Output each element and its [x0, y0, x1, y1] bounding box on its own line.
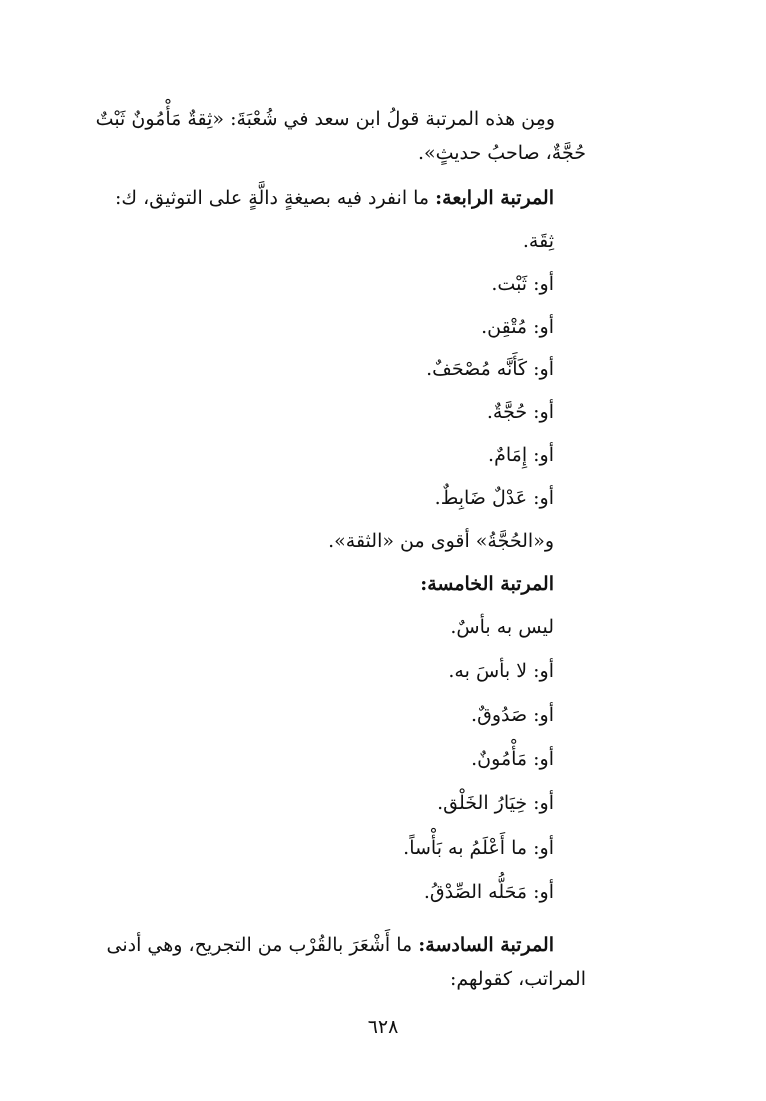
term-la-bas-bihi: أو: لا بأسَ به.: [448, 660, 554, 682]
rank-five-heading: [420, 569, 554, 599]
rank-heading-label: المرتبة السادسة:: [418, 934, 554, 956]
rank-heading-text: ما انفرد فيه بصيغةٍ دالَّةٍ على التوثيق، ك:: [115, 187, 436, 209]
rank-six-continuation: المراتب، كقولهم:: [450, 968, 586, 990]
hujja-comparison-note: و«الحُجَّةُ» أقوى من «الثقة».: [328, 530, 554, 552]
term-khiyar-al-khalq: أو: خِيَارُ الخَلْق.: [437, 792, 554, 814]
paragraph-line-1: ومِن هذه المرتبة قولُ ابن سعد في شُعْبَةَ: «ثِقةٌ مَأْمُونٌ ثَبْتٌ: [95, 108, 555, 130]
term-mahalluhu-as-sidq: أو: مَحَلُّه الصِّدْقُ.: [423, 881, 554, 903]
term-thabt: أو: ثَبْت.: [491, 273, 554, 295]
term-thiqa: ثِقَة.: [522, 230, 554, 252]
term-adl-dabit: أو: عَدْلٌ ضَابِطٌ.: [434, 487, 554, 509]
rank-heading-label: المرتبة الرابعة:: [435, 187, 554, 209]
rank-six-heading: [107, 930, 554, 960]
term-kaannahu-mushaf: أو: كَأَنَّه مُصْحَفٌ.: [426, 358, 554, 380]
term-mamun: أو: مَأْمُونٌ.: [471, 748, 554, 770]
rank-four-heading: [115, 183, 554, 213]
term-imam: أو: إِمَامٌ.: [488, 444, 554, 466]
rank-heading-text: ما أَشْعَرَ بالقُرْب من التجريح، وهي أدنى: [106, 934, 419, 956]
term-saduq: أو: صَدُوقٌ.: [471, 704, 554, 726]
term-hujja: أو: حُجَّةٌ.: [486, 401, 554, 423]
term-laysa-bihi-bas: ليس به بأسٌ.: [450, 616, 554, 638]
term-mutqin: أو: مُتْقِن.: [481, 316, 554, 338]
page-number: ٦٢٨: [367, 1016, 399, 1038]
rank-heading-label: المرتبة الخامسة:: [420, 573, 554, 595]
term-ma-alamu-bihi-basan: أو: ما أَعْلَمُ به بَأْساً.: [403, 837, 554, 859]
paragraph-line-2: حُجَّةٌ، صاحبُ حديثٍ».: [417, 142, 586, 164]
